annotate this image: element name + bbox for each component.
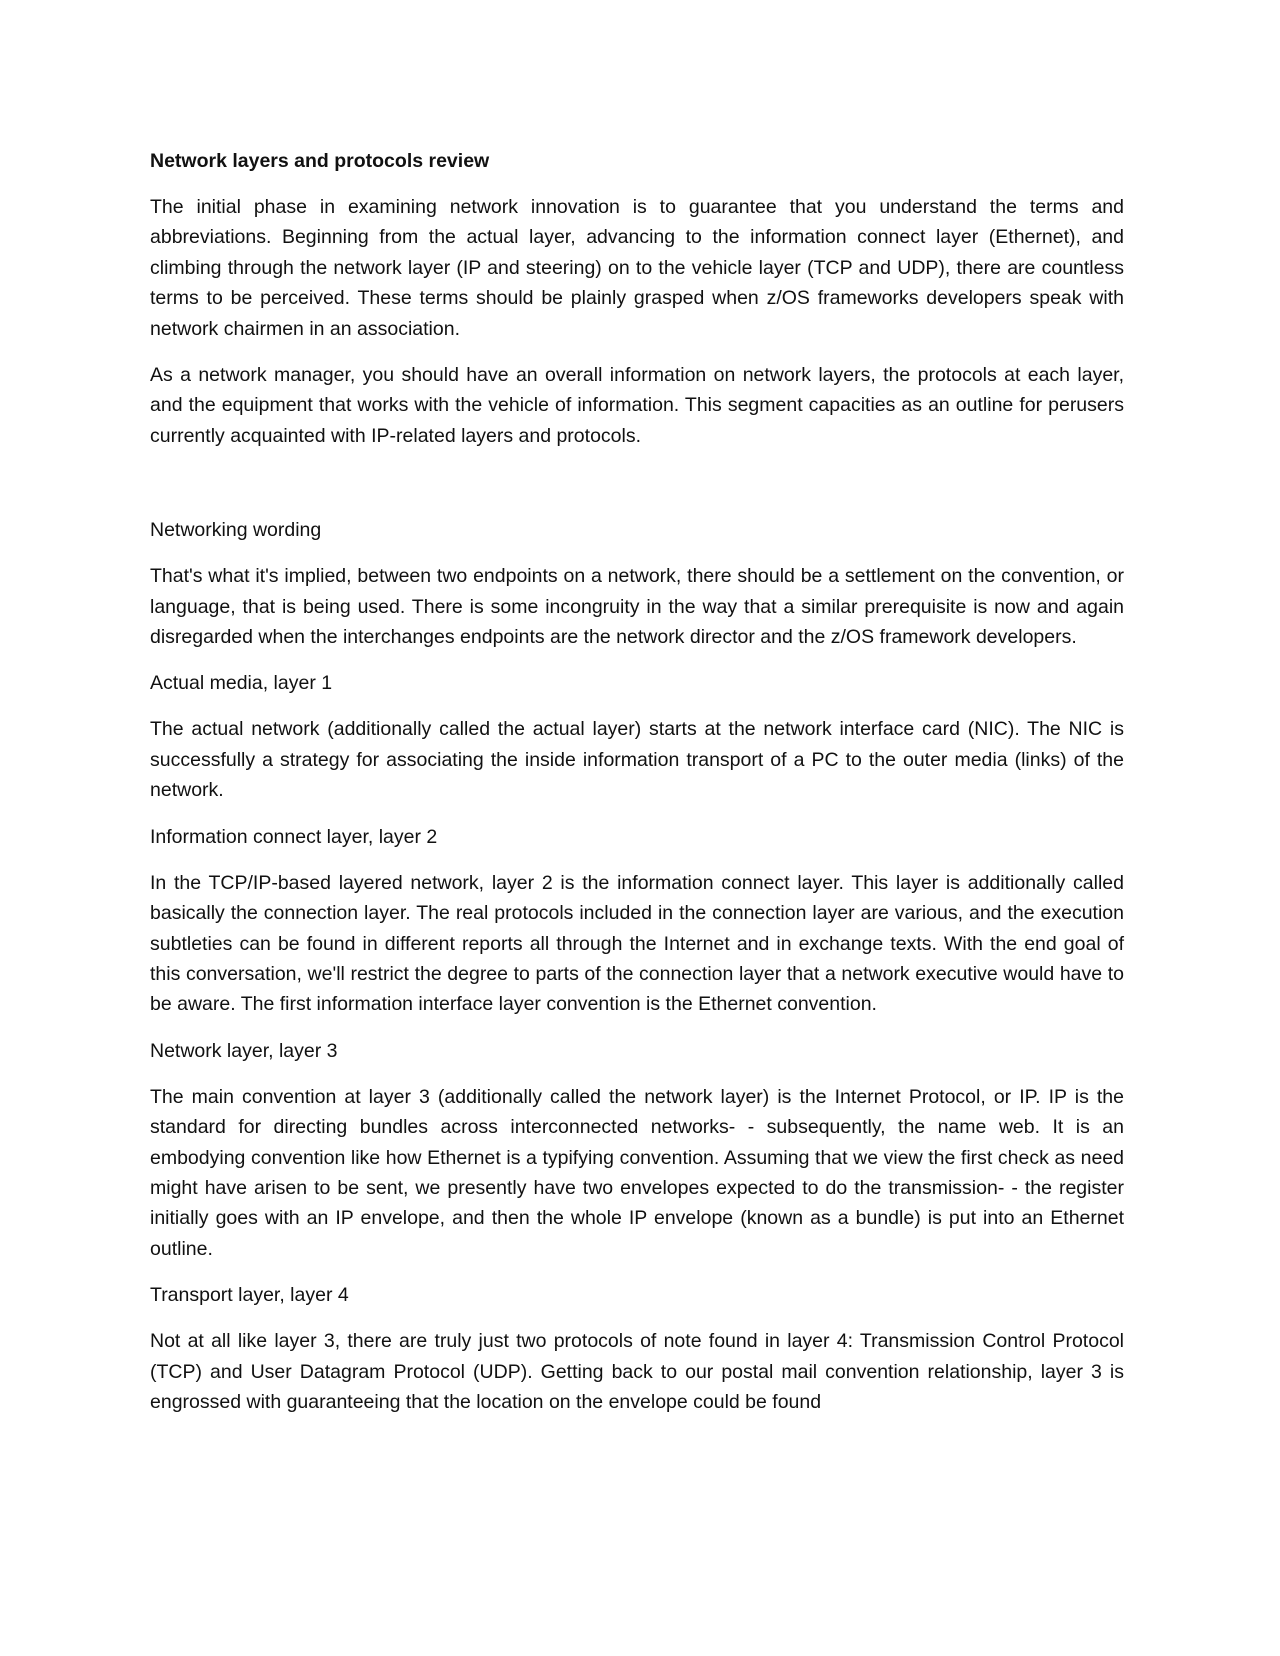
section-heading-layer-4: Transport layer, layer 4 bbox=[150, 1284, 349, 1307]
section-body-layer-3: The main convention at layer 3 (additionally called the network layer) is the Internet Protocol, or IP. IP is the standard for directing bundles across interconnected networks- - subsequently, the name web. It is an embodying convention like how Ethernet is a typifying convention. Assuming that we view the first check as need might have arisen to be sent, we presently have two envelopes expected to do the transmission- - the register initially goes with an IP envelope, and then the whole IP envelope (known as a bundle) is put into an Ethernet outline. bbox=[150, 1085, 1124, 1260]
section-body-layer-2: In the TCP/IP-based layered network, layer 2 is the information connect layer. This layer is additionally called basically the connection layer. The real protocols included in the connection layer are various, and the execution subtleties can be found in different reports all through the Internet and in exchange texts. With the end goal of this conversation, we'll restrict the degree to parts of the connection layer that a network executive would have to be aware. The first information interface layer convention is the Ethernet convention. bbox=[150, 871, 1124, 1016]
intro-paragraph-2: As a network manager, you should have an overall information on network layers, the protocols at each layer, and the equipment that works with the vehicle of information. This segment capacities as an outline for perusers currently acquainted with IP-related layers and protocols. bbox=[150, 364, 1124, 447]
section-gap bbox=[150, 467, 1124, 515]
section-body-layer-4: Not at all like layer 3, there are truly just two protocols of note found in layer 4: Transmission Control Protocol (TCP) and User Datagram Protocol (UDP). Getting back to our postal mail convention relationship, layer 3 is engrossed with guaranteeing that the location on the envelope could be found bbox=[150, 1330, 1124, 1413]
section-heading-layer-3: Network layer, layer 3 bbox=[150, 1039, 338, 1062]
document-title: Network layers and protocols review bbox=[150, 150, 490, 172]
section-heading-networking-wording: Networking wording bbox=[150, 519, 322, 542]
section-body-networking-wording: That's what it's implied, between two endpoints on a network, there should be a settlement on the convention, or language, that is being used. There is some incongruity in the way that a similar prerequisite is now and again disregarded when the interchanges endpoints are the network director and the z/OS framework developers. bbox=[150, 565, 1124, 649]
intro-paragraph-1: The initial phase in examining network innovation is to guarantee that you understand the terms and abbreviations. Beginning from the actual layer, advancing to the information connect layer (Ethernet), and climbing through the network layer (IP and steering) on to the vehicle layer (TCP and UDP), there are countless terms to be perceived. These terms should be plainly grasped when z/OS frameworks developers speak with network chairmen in an association. bbox=[150, 196, 1124, 340]
section-body-layer-1: The actual network (additionally called the actual layer) starts at the network interface card (NIC). The NIC is successfully a strategy for associating the inside information transport of a PC to the outer media (links) of the network. bbox=[150, 718, 1124, 802]
document-page bbox=[150, 146, 1124, 1433]
section-heading-layer-1: Actual media, layer 1 bbox=[150, 672, 333, 695]
section-heading-layer-2: Information connect layer, layer 2 bbox=[150, 825, 438, 848]
